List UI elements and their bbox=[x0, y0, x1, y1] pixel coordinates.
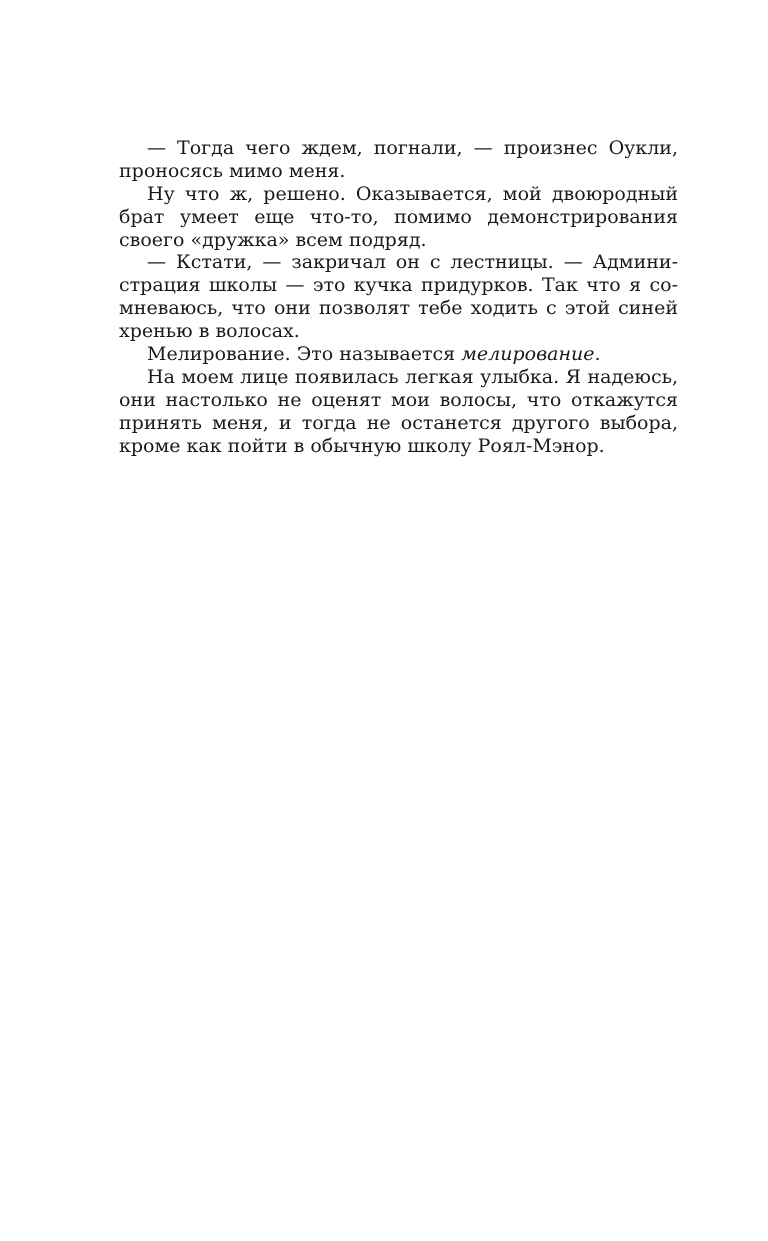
text-line: — Кстати, — закричал он с лестницы. — Админи- bbox=[147, 251, 678, 274]
text-line bbox=[119, 343, 678, 366]
text-segment: . bbox=[594, 343, 601, 366]
text-line: брат умеет еще что-то, помимо демонстрирования bbox=[119, 205, 678, 228]
text-line: — Тогда чего ждем, погнали, — произнес Оукли, bbox=[147, 137, 678, 159]
text-line: страция школы — это кучка придурков. Так что я со- bbox=[119, 274, 678, 297]
text-line: своего «дружка» всем подряд. bbox=[119, 228, 427, 251]
text-line: проносясь мимо меня. bbox=[119, 159, 346, 182]
text-line: хренью в волосах. bbox=[119, 320, 300, 343]
text-segment: Мелирование. Это называется bbox=[147, 343, 462, 366]
body-text bbox=[119, 137, 678, 457]
text-line: кроме как пойти в обычную школу Роял-Мэнор. bbox=[119, 434, 605, 457]
italic-term: мелирование bbox=[461, 343, 595, 366]
text-line: На моем лице появилась легкая улыбка. Я надеюсь, bbox=[147, 365, 678, 388]
text-line: мневаюсь, что они позволят тебе ходить с этой синей bbox=[119, 297, 678, 320]
text-line: Ну что ж, решено. Оказывается, мой двоюродный bbox=[147, 182, 678, 205]
text-line: принять меня, и тогда не останется другого выбора, bbox=[119, 411, 678, 434]
text-line: они настолько не оценят мои волосы, что откажутся bbox=[119, 388, 678, 411]
